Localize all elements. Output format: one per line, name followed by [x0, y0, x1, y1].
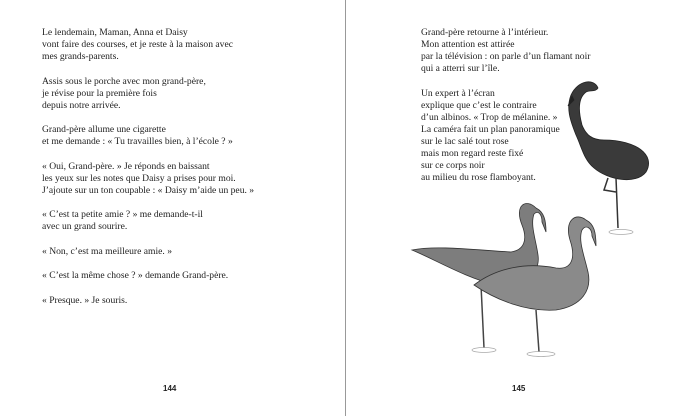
page-number: 145: [512, 384, 526, 393]
text-line: Un expert à l’écran: [421, 87, 495, 99]
text-line: explique que c’est le contraire: [421, 99, 537, 111]
text-line: au milieu du rose flamboyant.: [421, 171, 536, 183]
text-line: avec un grand sourire.: [42, 221, 128, 232]
flamingos-illustration: [346, 0, 700, 416]
page-number: 144: [163, 384, 177, 393]
paragraph: [42, 246, 254, 258]
text-line: Mon attention est attirée: [421, 39, 515, 50]
text-line: « C’est ta petite amie ? » me demande-t-il: [42, 209, 203, 220]
right-page: [346, 0, 700, 416]
black-flamingo: [568, 82, 649, 235]
paragraph: [42, 27, 254, 63]
text-line: depuis notre arrivée.: [42, 99, 121, 111]
text-line: qui a atterri sur l’île.: [421, 63, 500, 74]
text-line: je révise pour la première fois: [42, 87, 157, 99]
text-line: sur ce corps noir: [421, 159, 485, 171]
text-line: les yeux sur les notes que Daisy a prises pour moi.: [42, 172, 236, 184]
paragraph: [42, 270, 254, 282]
text-line: J’ajoute sur un ton coupable : « Daisy m’aide un peu. »: [42, 184, 255, 196]
text-line: mes grands-parents.: [42, 51, 119, 62]
text-line: « Presque. » Je souris.: [42, 294, 128, 306]
text-line: « Oui, Grand-père. » Je réponds en baissant: [42, 160, 210, 172]
paragraph: [42, 295, 254, 307]
text-line: « C’est la même chose ? » demande Grand-père.: [42, 270, 229, 281]
text-line: « Non, c’est ma meilleure amie. »: [42, 245, 173, 257]
text-line: Grand-père retourne à l’intérieur.: [421, 27, 549, 38]
text-line: Grand-père allume une cigarette: [42, 124, 166, 135]
left-page: [0, 0, 345, 416]
paragraph: [42, 161, 254, 197]
text-line: d’un albinos. « Trop de mélanine. »: [421, 111, 558, 123]
text-line: sur le lac salé tout rose: [421, 135, 509, 147]
text-line: mais mon regard reste fixé: [421, 147, 524, 159]
text-line: par la télévision : on parle d’un flamant noir: [421, 51, 591, 62]
text-line: vont faire des courses, et je reste à la maison avec: [42, 39, 233, 50]
left-page-text: [42, 27, 254, 319]
paragraph: [42, 76, 254, 112]
paragraph: [42, 124, 254, 148]
text-line: Assis sous le porche avec mon grand-père,: [42, 75, 206, 87]
paragraph: [42, 209, 254, 233]
text-line: Le lendemain, Maman, Anna et Daisy: [42, 27, 188, 38]
text-line: et me demande : « Tu travailles bien, à l’école ? »: [42, 136, 233, 147]
text-line: La caméra fait un plan panoramique: [421, 123, 560, 135]
